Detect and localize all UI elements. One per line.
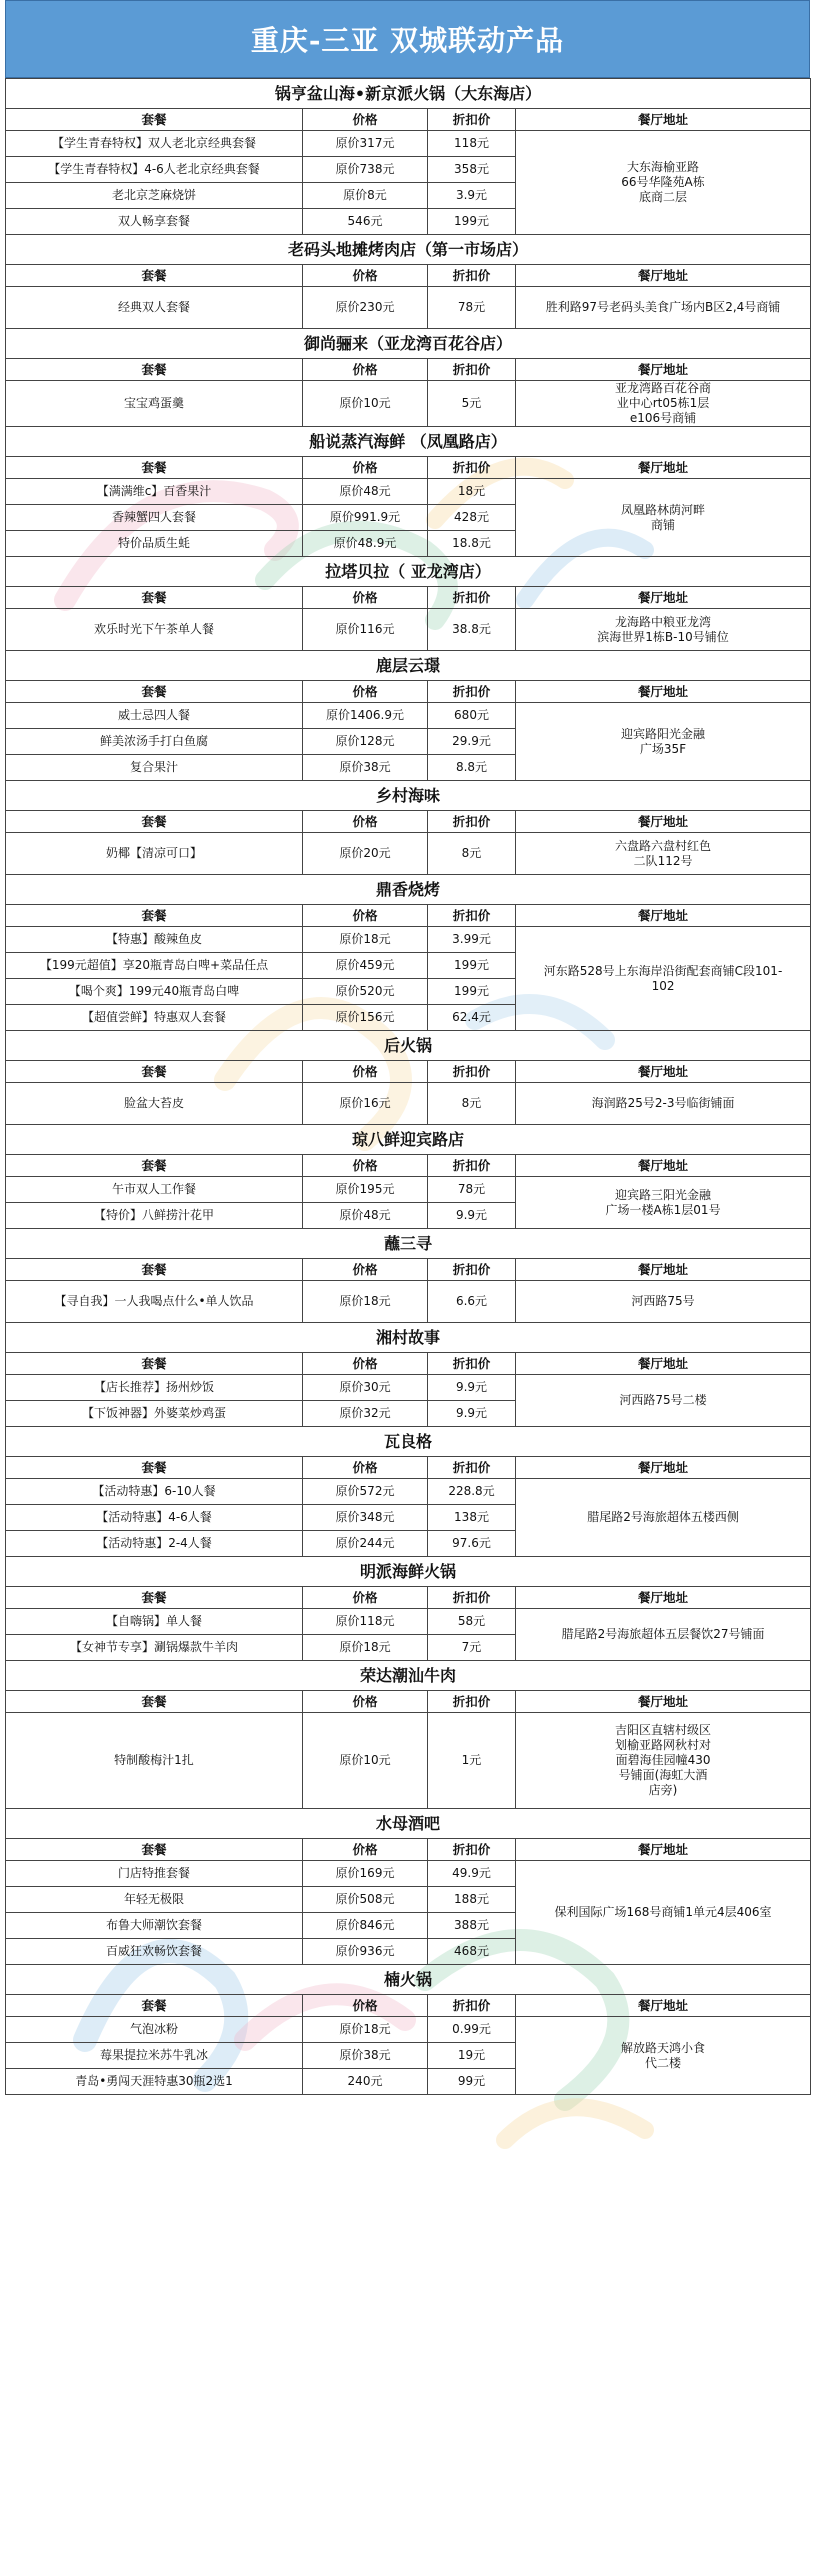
discount-price: 97.6元 xyxy=(428,1531,516,1557)
discount-price: 138元 xyxy=(428,1505,516,1531)
discount-price: 0.99元 xyxy=(428,2017,516,2043)
discount-price: 8.8元 xyxy=(428,755,516,781)
menu-item-row xyxy=(6,287,811,329)
original-price: 原价244元 xyxy=(303,1531,428,1557)
discount-price: 18元 xyxy=(428,479,516,505)
dish-header: 套餐 xyxy=(6,587,303,609)
discount-price: 78元 xyxy=(428,287,516,329)
discount-header: 折扣价 xyxy=(428,1457,516,1479)
menu-table xyxy=(5,78,811,2095)
dish-name: 【学生青春特权】4-6人老北京经典套餐 xyxy=(6,157,303,183)
dish-name: 脸盆大苔皮 xyxy=(6,1083,303,1125)
address-header: 餐厅地址 xyxy=(516,1691,811,1713)
discount-header: 折扣价 xyxy=(428,1995,516,2017)
original-price: 原价572元 xyxy=(303,1479,428,1505)
restaurant-row xyxy=(6,875,811,905)
dish-header: 套餐 xyxy=(6,1155,303,1177)
discount-price: 62.4元 xyxy=(428,1005,516,1031)
original-price: 240元 xyxy=(303,2069,428,2095)
column-header-row xyxy=(6,1839,811,1861)
original-price: 原价116元 xyxy=(303,609,428,651)
restaurant-row xyxy=(6,1125,811,1155)
dish-header: 套餐 xyxy=(6,1995,303,2017)
address-header: 餐厅地址 xyxy=(516,1995,811,2017)
menu-item-row xyxy=(6,381,811,427)
dish-name: 【活动特惠】4-6人餐 xyxy=(6,1505,303,1531)
original-price: 原价32元 xyxy=(303,1401,428,1427)
address-header: 餐厅地址 xyxy=(516,1353,811,1375)
discount-price: 19元 xyxy=(428,2043,516,2069)
address-header: 餐厅地址 xyxy=(516,587,811,609)
discount-price: 1元 xyxy=(428,1713,516,1809)
address-header: 餐厅地址 xyxy=(516,359,811,381)
dish-name: 宝宝鸡蛋羹 xyxy=(6,381,303,427)
restaurant-address: 迎宾路三阳光金融 广场一楼A栋1层01号 xyxy=(516,1177,811,1229)
restaurant-address: 解放路天鸿小食 代二楼 xyxy=(516,2017,811,2095)
restaurant-address: 河东路528号上东海岸沿街配套商铺C段101- 102 xyxy=(516,927,811,1031)
page-title: 重庆-三亚 双城联动产品 xyxy=(5,0,810,78)
dish-name: 老北京芝麻烧饼 xyxy=(6,183,303,209)
discount-price: 680元 xyxy=(428,703,516,729)
column-header-row xyxy=(6,811,811,833)
discount-header: 折扣价 xyxy=(428,1061,516,1083)
discount-header: 折扣价 xyxy=(428,1839,516,1861)
discount-price: 199元 xyxy=(428,953,516,979)
restaurant-name: 湘村故事 xyxy=(6,1323,811,1353)
restaurant-name: 荣达潮汕牛肉 xyxy=(6,1661,811,1691)
menu-item-row xyxy=(6,1177,811,1203)
discount-header: 折扣价 xyxy=(428,457,516,479)
original-price: 原价936元 xyxy=(303,1939,428,1965)
discount-price: 468元 xyxy=(428,1939,516,1965)
original-price: 原价16元 xyxy=(303,1083,428,1125)
dish-name: 【女神节专享】涮锅爆款牛羊肉 xyxy=(6,1635,303,1661)
column-header-row xyxy=(6,1061,811,1083)
original-price: 原价317元 xyxy=(303,131,428,157)
discount-price: 7元 xyxy=(428,1635,516,1661)
original-price: 原价738元 xyxy=(303,157,428,183)
dish-name: 【活动特惠】2-4人餐 xyxy=(6,1531,303,1557)
dish-name: 【特价】八鲜捞汁花甲 xyxy=(6,1203,303,1229)
address-header: 餐厅地址 xyxy=(516,1061,811,1083)
restaurant-address: 亚龙湾路百花谷商 业中心rt05栋1层 e106号商铺 xyxy=(516,381,811,427)
price-header: 价格 xyxy=(303,1691,428,1713)
dish-header: 套餐 xyxy=(6,1353,303,1375)
discount-price: 9.9元 xyxy=(428,1401,516,1427)
dish-name: 【满满维c】百香果汁 xyxy=(6,479,303,505)
original-price: 原价1406.9元 xyxy=(303,703,428,729)
dish-name: 欢乐时光下午茶单人餐 xyxy=(6,609,303,651)
restaurant-row xyxy=(6,1031,811,1061)
dish-name: 【寻自我】一人我喝点什么•单人饮品 xyxy=(6,1281,303,1323)
restaurant-name: 乡村海味 xyxy=(6,781,811,811)
column-header-row xyxy=(6,1155,811,1177)
restaurant-name: 瓦良格 xyxy=(6,1427,811,1457)
menu-item-row xyxy=(6,1479,811,1505)
address-header: 餐厅地址 xyxy=(516,811,811,833)
address-header: 餐厅地址 xyxy=(516,457,811,479)
dish-name: 午市双人工作餐 xyxy=(6,1177,303,1203)
price-header: 价格 xyxy=(303,1839,428,1861)
discount-price: 99元 xyxy=(428,2069,516,2095)
menu-item-row xyxy=(6,1083,811,1125)
original-price: 原价169元 xyxy=(303,1861,428,1887)
dish-name: 【下饭神器】外婆菜炒鸡蛋 xyxy=(6,1401,303,1427)
dish-name: 特价品质生蚝 xyxy=(6,531,303,557)
restaurant-row xyxy=(6,557,811,587)
column-header-row xyxy=(6,681,811,703)
dish-name: 【超值尝鲜】特惠双人套餐 xyxy=(6,1005,303,1031)
dish-name: 【活动特惠】6-10人餐 xyxy=(6,1479,303,1505)
restaurant-row xyxy=(6,1557,811,1587)
column-header-row xyxy=(6,905,811,927)
dish-header: 套餐 xyxy=(6,1691,303,1713)
menu-item-row xyxy=(6,1375,811,1401)
dish-name: 莓果提拉米苏牛乳冰 xyxy=(6,2043,303,2069)
price-header: 价格 xyxy=(303,359,428,381)
dish-name: 【喝个爽】199元40瓶青岛白啤 xyxy=(6,979,303,1005)
discount-price: 9.9元 xyxy=(428,1203,516,1229)
menu-item-row xyxy=(6,927,811,953)
original-price: 原价508元 xyxy=(303,1887,428,1913)
discount-price: 199元 xyxy=(428,209,516,235)
dish-name: 气泡冰粉 xyxy=(6,2017,303,2043)
dish-header: 套餐 xyxy=(6,1587,303,1609)
discount-header: 折扣价 xyxy=(428,1353,516,1375)
restaurant-address: 凤凰路林荫河畔 商铺 xyxy=(516,479,811,557)
restaurant-name: 锅亨盆山海•新京派火锅（大东海店） xyxy=(6,79,811,109)
price-header: 价格 xyxy=(303,1155,428,1177)
original-price: 原价156元 xyxy=(303,1005,428,1031)
original-price: 原价520元 xyxy=(303,979,428,1005)
restaurant-address: 河西路75号二楼 xyxy=(516,1375,811,1427)
dish-header: 套餐 xyxy=(6,811,303,833)
restaurant-address: 保利国际广场168号商铺1单元4层406室 xyxy=(516,1861,811,1965)
original-price: 原价48元 xyxy=(303,479,428,505)
menu-item-row xyxy=(6,2017,811,2043)
original-price: 原价8元 xyxy=(303,183,428,209)
discount-price: 188元 xyxy=(428,1887,516,1913)
discount-price: 29.9元 xyxy=(428,729,516,755)
dish-name: 经典双人套餐 xyxy=(6,287,303,329)
menu-item-row xyxy=(6,479,811,505)
dish-header: 套餐 xyxy=(6,1457,303,1479)
address-header: 餐厅地址 xyxy=(516,1259,811,1281)
restaurant-row xyxy=(6,1809,811,1839)
price-header: 价格 xyxy=(303,811,428,833)
discount-price: 5元 xyxy=(428,381,516,427)
dish-name: 【特惠】酸辣鱼皮 xyxy=(6,927,303,953)
restaurant-address: 腊尾路2号海旅超体五层餐饮27号铺面 xyxy=(516,1609,811,1661)
discount-price: 388元 xyxy=(428,1913,516,1939)
dish-name: 奶椰【清凉可口】 xyxy=(6,833,303,875)
address-header: 餐厅地址 xyxy=(516,1155,811,1177)
discount-header: 折扣价 xyxy=(428,811,516,833)
restaurant-name: 船说蒸汽海鲜 （凤凰路店） xyxy=(6,427,811,457)
discount-header: 折扣价 xyxy=(428,905,516,927)
menu-item-row xyxy=(6,131,811,157)
dish-name: 百威狂欢畅饮套餐 xyxy=(6,1939,303,1965)
restaurant-address: 大东海榆亚路 66号华隆苑A栋 底商二层 xyxy=(516,131,811,235)
address-header: 餐厅地址 xyxy=(516,905,811,927)
original-price: 原价18元 xyxy=(303,1281,428,1323)
price-header: 价格 xyxy=(303,1061,428,1083)
discount-price: 358元 xyxy=(428,157,516,183)
dish-name: 香辣蟹四人套餐 xyxy=(6,505,303,531)
restaurant-name: 水母酒吧 xyxy=(6,1809,811,1839)
address-header: 餐厅地址 xyxy=(516,265,811,287)
price-header: 价格 xyxy=(303,587,428,609)
dish-name: 双人畅享套餐 xyxy=(6,209,303,235)
original-price: 原价459元 xyxy=(303,953,428,979)
restaurant-row xyxy=(6,1661,811,1691)
price-header: 价格 xyxy=(303,905,428,927)
original-price: 原价846元 xyxy=(303,1913,428,1939)
restaurant-row xyxy=(6,1323,811,1353)
discount-price: 49.9元 xyxy=(428,1861,516,1887)
original-price: 原价48.9元 xyxy=(303,531,428,557)
original-price: 原价991.9元 xyxy=(303,505,428,531)
original-price: 原价30元 xyxy=(303,1375,428,1401)
address-header: 餐厅地址 xyxy=(516,109,811,131)
column-header-row xyxy=(6,109,811,131)
discount-price: 3.9元 xyxy=(428,183,516,209)
discount-price: 199元 xyxy=(428,979,516,1005)
discount-header: 折扣价 xyxy=(428,681,516,703)
column-header-row xyxy=(6,1457,811,1479)
discount-price: 18.8元 xyxy=(428,531,516,557)
original-price: 原价18元 xyxy=(303,2017,428,2043)
price-header: 价格 xyxy=(303,265,428,287)
dish-header: 套餐 xyxy=(6,359,303,381)
restaurant-address: 河西路75号 xyxy=(516,1281,811,1323)
column-header-row xyxy=(6,457,811,479)
discount-price: 9.9元 xyxy=(428,1375,516,1401)
menu-item-row xyxy=(6,1281,811,1323)
dish-header: 套餐 xyxy=(6,681,303,703)
discount-header: 折扣价 xyxy=(428,109,516,131)
dish-name: 【199元超值】享20瓶青岛白啤+菜品任点 xyxy=(6,953,303,979)
price-header: 价格 xyxy=(303,1995,428,2017)
column-header-row xyxy=(6,587,811,609)
restaurant-name: 御尚骊来（亚龙湾百花谷店） xyxy=(6,329,811,359)
original-price: 原价18元 xyxy=(303,927,428,953)
restaurant-row xyxy=(6,79,811,109)
menu-item-row xyxy=(6,703,811,729)
dish-name: 鲜美浓汤手打白鱼腐 xyxy=(6,729,303,755)
price-header: 价格 xyxy=(303,457,428,479)
restaurant-row xyxy=(6,427,811,457)
dish-header: 套餐 xyxy=(6,905,303,927)
restaurant-name: 鹿层云璟 xyxy=(6,651,811,681)
original-price: 546元 xyxy=(303,209,428,235)
discount-header: 折扣价 xyxy=(428,1155,516,1177)
discount-price: 8元 xyxy=(428,833,516,875)
restaurant-row xyxy=(6,1427,811,1457)
discount-price: 228.8元 xyxy=(428,1479,516,1505)
discount-price: 428元 xyxy=(428,505,516,531)
discount-price: 118元 xyxy=(428,131,516,157)
restaurant-address: 吉阳区直辖村级区 划榆亚路网秋村对 面碧海佳园幢430 号铺面(海虹大酒 店旁) xyxy=(516,1713,811,1809)
original-price: 原价48元 xyxy=(303,1203,428,1229)
original-price: 原价38元 xyxy=(303,755,428,781)
column-header-row xyxy=(6,1691,811,1713)
price-header: 价格 xyxy=(303,109,428,131)
original-price: 原价230元 xyxy=(303,287,428,329)
price-header: 价格 xyxy=(303,1457,428,1479)
discount-price: 3.99元 xyxy=(428,927,516,953)
restaurant-name: 楠火锅 xyxy=(6,1965,811,1995)
price-header: 价格 xyxy=(303,1353,428,1375)
dish-header: 套餐 xyxy=(6,1061,303,1083)
original-price: 原价38元 xyxy=(303,2043,428,2069)
dish-name: 【学生青春特权】双人老北京经典套餐 xyxy=(6,131,303,157)
restaurant-address: 六盘路六盘村红色 二队112号 xyxy=(516,833,811,875)
address-header: 餐厅地址 xyxy=(516,681,811,703)
column-header-row xyxy=(6,359,811,381)
dish-header: 套餐 xyxy=(6,457,303,479)
original-price: 原价20元 xyxy=(303,833,428,875)
original-price: 原价18元 xyxy=(303,1635,428,1661)
menu-item-row xyxy=(6,833,811,875)
column-header-row xyxy=(6,265,811,287)
page xyxy=(5,0,810,2095)
dish-header: 套餐 xyxy=(6,1839,303,1861)
discount-price: 8元 xyxy=(428,1083,516,1125)
restaurant-address: 龙海路中粮亚龙湾 滨海世界1栋B-10号铺位 xyxy=(516,609,811,651)
dish-name: 年轻无极限 xyxy=(6,1887,303,1913)
restaurant-name: 后火锅 xyxy=(6,1031,811,1061)
discount-price: 58元 xyxy=(428,1609,516,1635)
discount-price: 38.8元 xyxy=(428,609,516,651)
dish-header: 套餐 xyxy=(6,109,303,131)
restaurant-row xyxy=(6,329,811,359)
restaurant-name: 蘸三寻 xyxy=(6,1229,811,1259)
dish-name: 【自嗨锅】单人餐 xyxy=(6,1609,303,1635)
restaurant-row xyxy=(6,235,811,265)
discount-header: 折扣价 xyxy=(428,265,516,287)
column-header-row xyxy=(6,1995,811,2017)
address-header: 餐厅地址 xyxy=(516,1587,811,1609)
restaurant-address: 海润路25号2-3号临街铺面 xyxy=(516,1083,811,1125)
dish-header: 套餐 xyxy=(6,1259,303,1281)
address-header: 餐厅地址 xyxy=(516,1457,811,1479)
discount-price: 6.6元 xyxy=(428,1281,516,1323)
restaurant-row xyxy=(6,651,811,681)
dish-name: 青岛•勇闯天涯特惠30瓶2选1 xyxy=(6,2069,303,2095)
discount-header: 折扣价 xyxy=(428,359,516,381)
price-header: 价格 xyxy=(303,1587,428,1609)
column-header-row xyxy=(6,1353,811,1375)
discount-header: 折扣价 xyxy=(428,587,516,609)
restaurant-name: 老码头地摊烤肉店（第一市场店） xyxy=(6,235,811,265)
discount-header: 折扣价 xyxy=(428,1691,516,1713)
dish-name: 特制酸梅汁1扎 xyxy=(6,1713,303,1809)
dish-name: 门店特推套餐 xyxy=(6,1861,303,1887)
restaurant-row xyxy=(6,1965,811,1995)
original-price: 原价10元 xyxy=(303,1713,428,1809)
restaurant-name: 拉塔贝拉（ 亚龙湾店） xyxy=(6,557,811,587)
dish-name: 复合果汁 xyxy=(6,755,303,781)
discount-price: 78元 xyxy=(428,1177,516,1203)
menu-item-row xyxy=(6,1609,811,1635)
restaurant-name: 鼎香烧烤 xyxy=(6,875,811,905)
original-price: 原价118元 xyxy=(303,1609,428,1635)
original-price: 原价128元 xyxy=(303,729,428,755)
address-header: 餐厅地址 xyxy=(516,1839,811,1861)
restaurant-address: 胜利路97号老码头美食广场内B区2,4号商铺 xyxy=(516,287,811,329)
original-price: 原价348元 xyxy=(303,1505,428,1531)
dish-header: 套餐 xyxy=(6,265,303,287)
dish-name: 威士忌四人餐 xyxy=(6,703,303,729)
restaurant-address: 腊尾路2号海旅超体五楼西侧 xyxy=(516,1479,811,1557)
restaurant-address: 迎宾路阳光金融 广场35F xyxy=(516,703,811,781)
column-header-row xyxy=(6,1259,811,1281)
column-header-row xyxy=(6,1587,811,1609)
original-price: 原价195元 xyxy=(303,1177,428,1203)
menu-item-row xyxy=(6,609,811,651)
price-header: 价格 xyxy=(303,681,428,703)
menu-item-row xyxy=(6,1713,811,1809)
restaurant-name: 琼八鲜迎宾路店 xyxy=(6,1125,811,1155)
menu-item-row xyxy=(6,1861,811,1887)
restaurant-row xyxy=(6,1229,811,1259)
discount-header: 折扣价 xyxy=(428,1259,516,1281)
original-price: 原价10元 xyxy=(303,381,428,427)
discount-header: 折扣价 xyxy=(428,1587,516,1609)
restaurant-row xyxy=(6,781,811,811)
restaurant-name: 明派海鲜火锅 xyxy=(6,1557,811,1587)
dish-name: 【店长推荐】扬州炒饭 xyxy=(6,1375,303,1401)
price-header: 价格 xyxy=(303,1259,428,1281)
dish-name: 布鲁大师潮饮套餐 xyxy=(6,1913,303,1939)
